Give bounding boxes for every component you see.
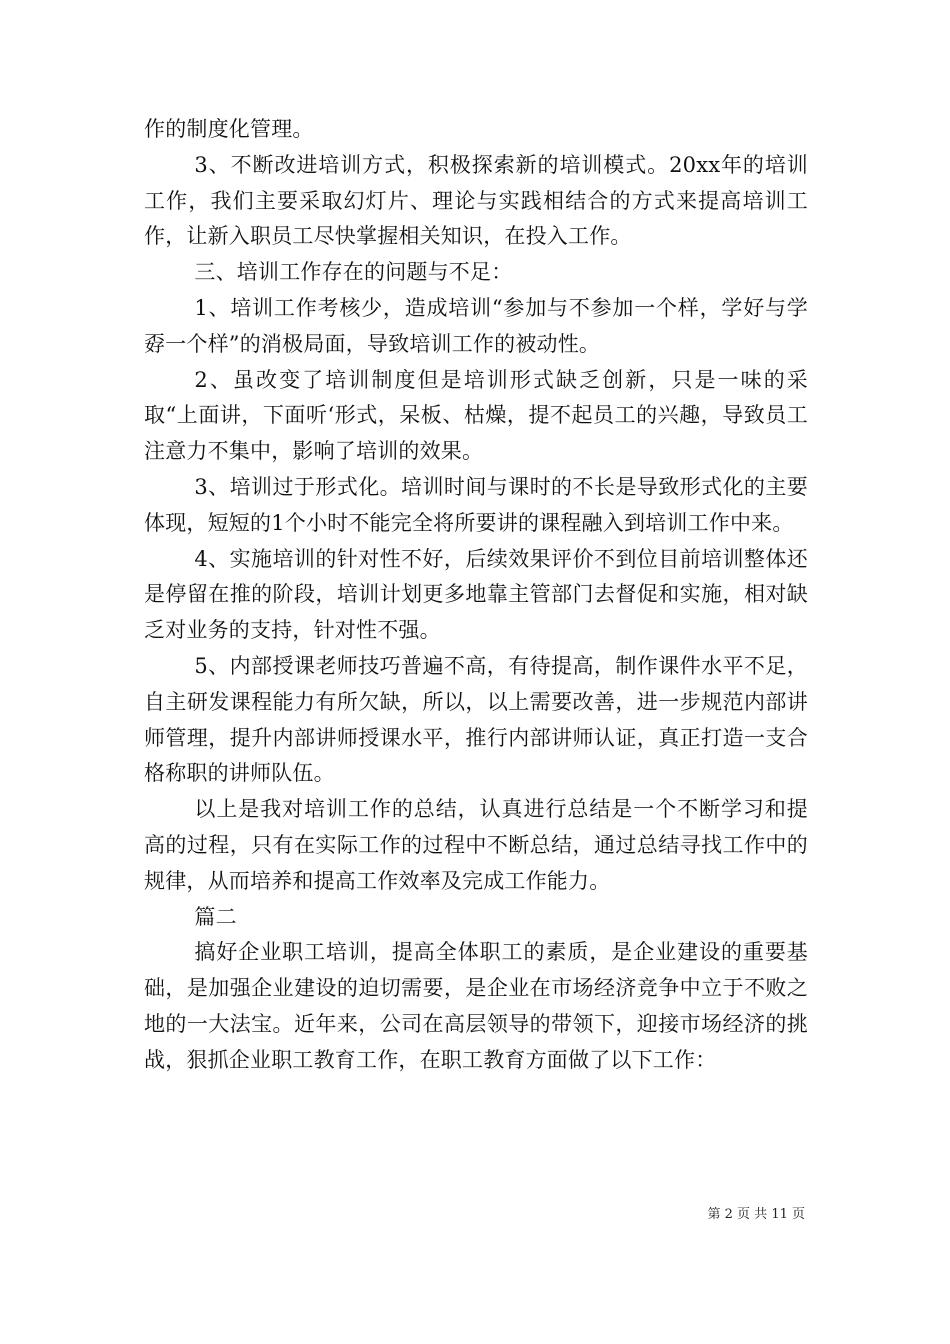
paragraph-problem-2: 2、虽改变了培训制度但是培训形式缺乏创新，只是一味的采取“上面讲，下面听‘形式，呆板、枯燥，提不起员工的兴趣，导致员工注意力不集中，影响了培训的效果。	[144, 367, 808, 464]
page-body	[144, 112, 808, 1079]
paragraph-problem-1: 1、培训工作考核少，造成培训“参加与不参加一个样，学好与学孬一个样”的消极局面，导致培训工作的被动性。	[144, 295, 808, 356]
paragraph-part-two-intro: 搞好企业职工培训，提高全体职工的素质，是企业建设的重要基础，是加强企业建设的迫切需要，是企业在市场经济竞争中立于不败之地的一大法宝。近年来，公司在高层领导的带领下，迎接市场经济的挑战，狠抓企业职工教育工作，在职工教育方面做了以下工作：	[144, 940, 808, 1072]
paragraph-continuation: 作的制度化管理。	[144, 117, 314, 141]
paragraph-problem-5: 5、内部授课老师技巧普遍不高，有待提高，制作课件水平不足，自主研发课程能力有所欠缺，所以，以上需要改善，进一步规范内部讲师管理，提升内部讲师授课水平，推行内部讲师认证，真正打造一支合格称职的讲师队伍。	[144, 653, 808, 786]
paragraph-problem-4: 4、实施培训的针对性不好，后续效果评价不到位目前培训整体还是停留在推的阶段，培训计划更多地靠主管部门去督促和实施，相对缺乏对业务的支持，针对性不强。	[144, 546, 808, 643]
section-heading-problems: 三、培训工作存在的问题与不足：	[194, 260, 513, 285]
paragraph-item-3-method: 3、不断改进培训方式，积极探索新的培训模式。20xx年的培训工作，我们主要采取幻灯片、理论与实践相结合的方式来提高培训工作，让新入职员工尽快掌握相关知识，在投入工作。	[144, 152, 808, 249]
page-number-footer: 第 2 页 共 11 页	[707, 1207, 805, 1222]
section-title-part-two: 篇二	[194, 904, 237, 929]
paragraph-summary: 以上是我对培训工作的总结，认真进行总结是一个不断学习和提高的过程，只有在实际工作的过程中不断总结，通过总结寻找工作中的规律，从而培养和提高工作效率及完成工作能力。	[144, 797, 808, 893]
paragraph-problem-3: 3、培训过于形式化。培训时间与课时的不长是导致形式化的主要体现，短短的1个小时不能完全将所要讲的课程融入到培训工作中来。	[144, 474, 808, 535]
